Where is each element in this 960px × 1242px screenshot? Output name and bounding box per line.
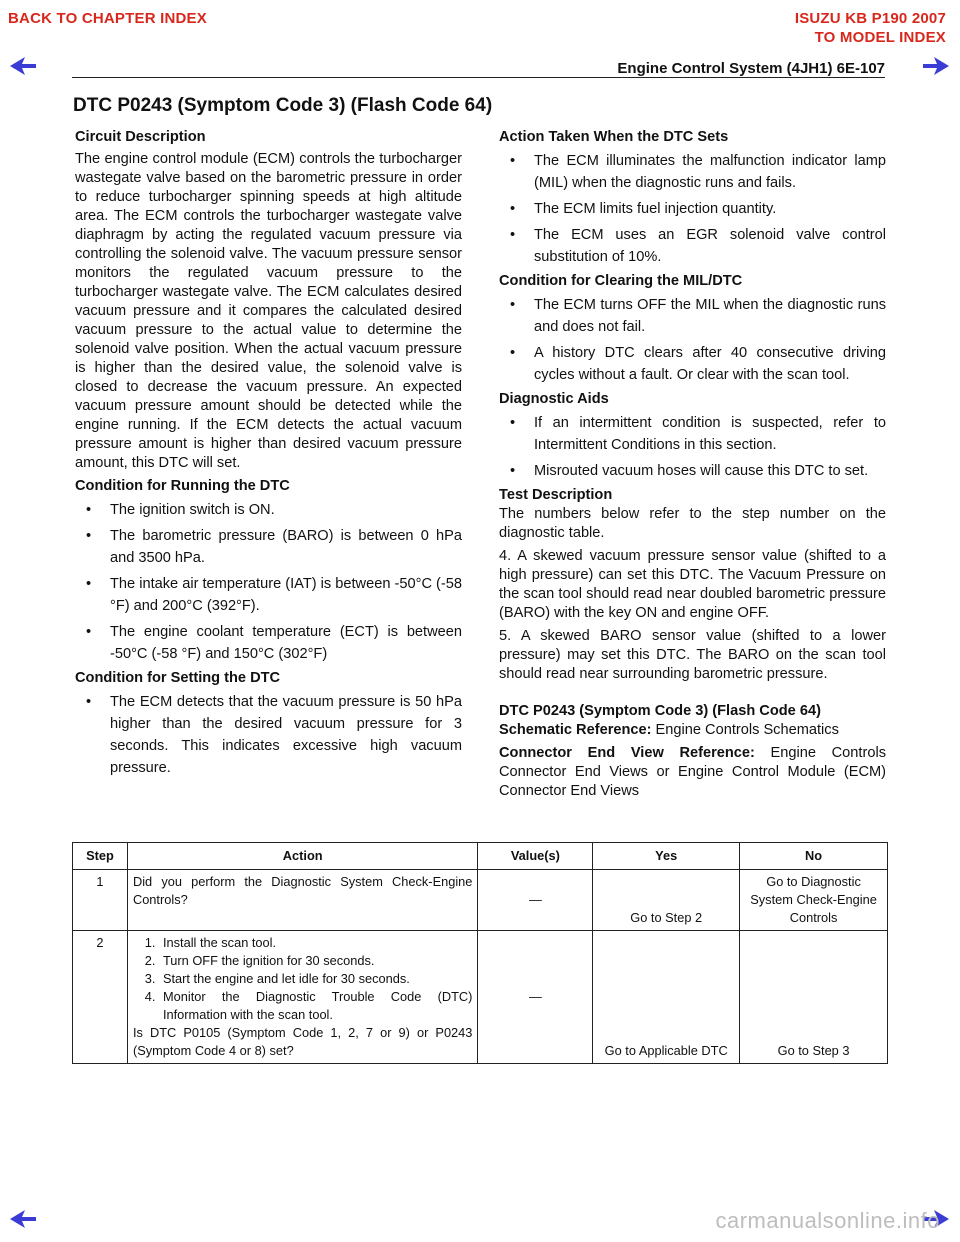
site-watermark: carmanualsonline.info bbox=[715, 1208, 940, 1233]
right-column bbox=[499, 128, 886, 805]
list-item: • The ECM limits fuel injection quantity. bbox=[499, 198, 886, 220]
column-header-action: Action bbox=[127, 843, 477, 870]
action-taken-heading: Action Taken When the DTC Sets bbox=[499, 129, 729, 145]
circuit-description-text: The engine control module (ECM) controls the turbocharger wastegate valve based on the barometric pressure in order to reduce turbocharger spinning speeds at high altitude area. The ECM controls the turbocharger wastegate valve diaphragm by acting the regulated vacuum pressure via controlling the solenoid valve. The vacuum pressure sensor monitors the regulated vacuum pressure to the turbocharger wastegate valve. The ECM calculates desired vacuum pressure and it compares the calculated desired vacuum pressure to the actual value to determine the solenoid valve position. When the actual vacuum pressure is higher than the desired value, the solenoid valve is closed to decrease the vacuum pressure. An expected vacuum pressure amount should be detected while the engine running. If the ECM detects the actual vacuum pressure amount is higher than desired vacuum pressure amount, this DTC will set. bbox=[75, 151, 462, 471]
table-row bbox=[73, 931, 888, 1064]
diagnostic-aids-list bbox=[499, 412, 886, 482]
list-item: • The engine coolant temperature (ECT) is between -50°C (-58 °F) and 150°C (302°F) bbox=[75, 621, 462, 665]
running-header: Engine Control System (4JH1) 6E-107 bbox=[617, 60, 885, 77]
setting-conditions-list bbox=[75, 691, 462, 779]
running-conditions-list bbox=[75, 499, 462, 665]
schematic-reference-label: Schematic Reference: bbox=[499, 722, 652, 738]
list-item: • The ECM detects that the vacuum pressure is 50 hPa higher than the desired vacuum pressure for 3 seconds. This indicates excessive high vacuum pressure. bbox=[75, 691, 462, 779]
test-description-step-5: 5. A skewed BARO sensor value (shifted to a lower pressure) may set this DTC. The BARO on the scan tool should read near surrounding barometric pressure. bbox=[499, 628, 886, 682]
list-item: • The ignition switch is ON. bbox=[75, 499, 462, 521]
list-item: 3. Start the engine and let idle for 30 seconds. bbox=[159, 970, 472, 988]
list-item: • If an intermittent condition is suspected, refer to Intermittent Conditions in this section. bbox=[499, 412, 886, 456]
step-question: Is DTC P0105 (Symptom Code 1, 2, 7 or 9) or P0243 (Symptom Code 4 or 8) set? bbox=[132, 1025, 473, 1058]
to-model-index-link[interactable]: TO MODEL INDEX bbox=[814, 29, 946, 46]
list-item: 2. Turn OFF the ignition for 30 seconds. bbox=[159, 952, 472, 970]
step-number: 1 bbox=[73, 870, 128, 931]
circuit-description-heading: Circuit Description bbox=[75, 129, 206, 145]
setting-conditions-heading: Condition for Setting the DTC bbox=[75, 670, 281, 686]
prev-page-arrow-icon[interactable] bbox=[9, 55, 37, 77]
list-item: 4. Monitor the Diagnostic Trouble Code (DTC) Information with the scan tool. bbox=[159, 988, 472, 1024]
schematic-reference bbox=[499, 721, 886, 740]
step-values: — bbox=[478, 870, 593, 931]
test-description-heading: Test Description bbox=[499, 487, 613, 503]
list-item: • The ECM turns OFF the MIL when the diagnostic runs and does not fail. bbox=[499, 294, 886, 338]
next-page-arrow-icon[interactable] bbox=[922, 55, 950, 77]
column-header-values: Value(s) bbox=[478, 843, 593, 870]
list-item: • Misrouted vacuum hoses will cause this DTC to set. bbox=[499, 460, 886, 482]
diagnostic-aids-heading: Diagnostic Aids bbox=[499, 391, 609, 407]
list-item: • The ECM illuminates the malfunction indicator lamp (MIL) when the diagnostic runs and fails. bbox=[499, 150, 886, 194]
step-number: 2 bbox=[73, 931, 128, 1064]
back-to-chapter-index-link[interactable]: BACK TO CHAPTER INDEX bbox=[8, 10, 207, 27]
dtc-table-heading: DTC P0243 (Symptom Code 3) (Flash Code 64) bbox=[499, 703, 821, 719]
brand-model-link[interactable]: ISUZU KB P190 2007 bbox=[794, 10, 946, 27]
running-conditions-heading: Condition for Running the DTC bbox=[75, 478, 290, 494]
step-action bbox=[127, 931, 477, 1064]
header-divider bbox=[72, 77, 885, 78]
list-item: • The barometric pressure (BARO) is between 0 hPa and 3500 hPa. bbox=[75, 525, 462, 569]
step-values: — bbox=[478, 931, 593, 1064]
connector-reference-label: Connector End View Reference: bbox=[499, 745, 755, 761]
clearing-conditions-list bbox=[499, 294, 886, 386]
step-action-list bbox=[133, 934, 472, 1024]
column-header-step: Step bbox=[73, 843, 128, 870]
table-row bbox=[73, 870, 888, 931]
column-header-yes: Yes bbox=[593, 843, 740, 870]
step-yes-link[interactable]: Go to Applicable DTC bbox=[593, 931, 740, 1064]
column-header-no: No bbox=[740, 843, 888, 870]
connector-reference-link[interactable]: Engine Controls Connector End Views or Engine Control Module (ECM) Connector End Views bbox=[499, 745, 886, 799]
list-item: 1. Install the scan tool. bbox=[159, 934, 472, 952]
connector-reference bbox=[499, 744, 886, 801]
left-column bbox=[75, 128, 462, 783]
list-item: • The intake air temperature (IAT) is between -50°C (-58 °F) and 200°C (392°F). bbox=[75, 573, 462, 617]
action-taken-list bbox=[499, 150, 886, 268]
prev-page-arrow-bottom-icon[interactable] bbox=[9, 1208, 37, 1230]
test-description-intro: The numbers below refer to the step number on the diagnostic table. bbox=[499, 506, 886, 541]
schematic-reference-link[interactable]: Engine Controls Schematics bbox=[651, 722, 839, 738]
table-header-row bbox=[73, 843, 888, 870]
diagnostic-table-wrap bbox=[72, 842, 888, 1064]
clearing-conditions-heading: Condition for Clearing the MIL/DTC bbox=[499, 273, 743, 289]
list-item: • A history DTC clears after 40 consecutive driving cycles without a fault. Or clear with the scan tool. bbox=[499, 342, 886, 386]
list-item: • The ECM uses an EGR solenoid valve control substitution of 10%. bbox=[499, 224, 886, 268]
page-title: DTC P0243 (Symptom Code 3) (Flash Code 64) bbox=[73, 95, 493, 116]
step-yes-link[interactable]: Go to Step 2 bbox=[593, 870, 740, 931]
step-no-link[interactable]: Go to Diagnostic System Check-Engine Controls bbox=[740, 870, 888, 931]
test-description-step-4: 4. A skewed vacuum pressure sensor value (shifted to a high pressure) can set this DTC. The Vacuum Pressure on the scan tool should read near doubled barometric pressure (BARO) with the key ON and engine OFF. bbox=[499, 548, 886, 621]
step-action: Did you perform the Diagnostic System Check-Engine Controls? bbox=[127, 870, 477, 931]
step-no-link[interactable]: Go to Step 3 bbox=[740, 931, 888, 1064]
diagnostic-table bbox=[72, 842, 888, 1064]
